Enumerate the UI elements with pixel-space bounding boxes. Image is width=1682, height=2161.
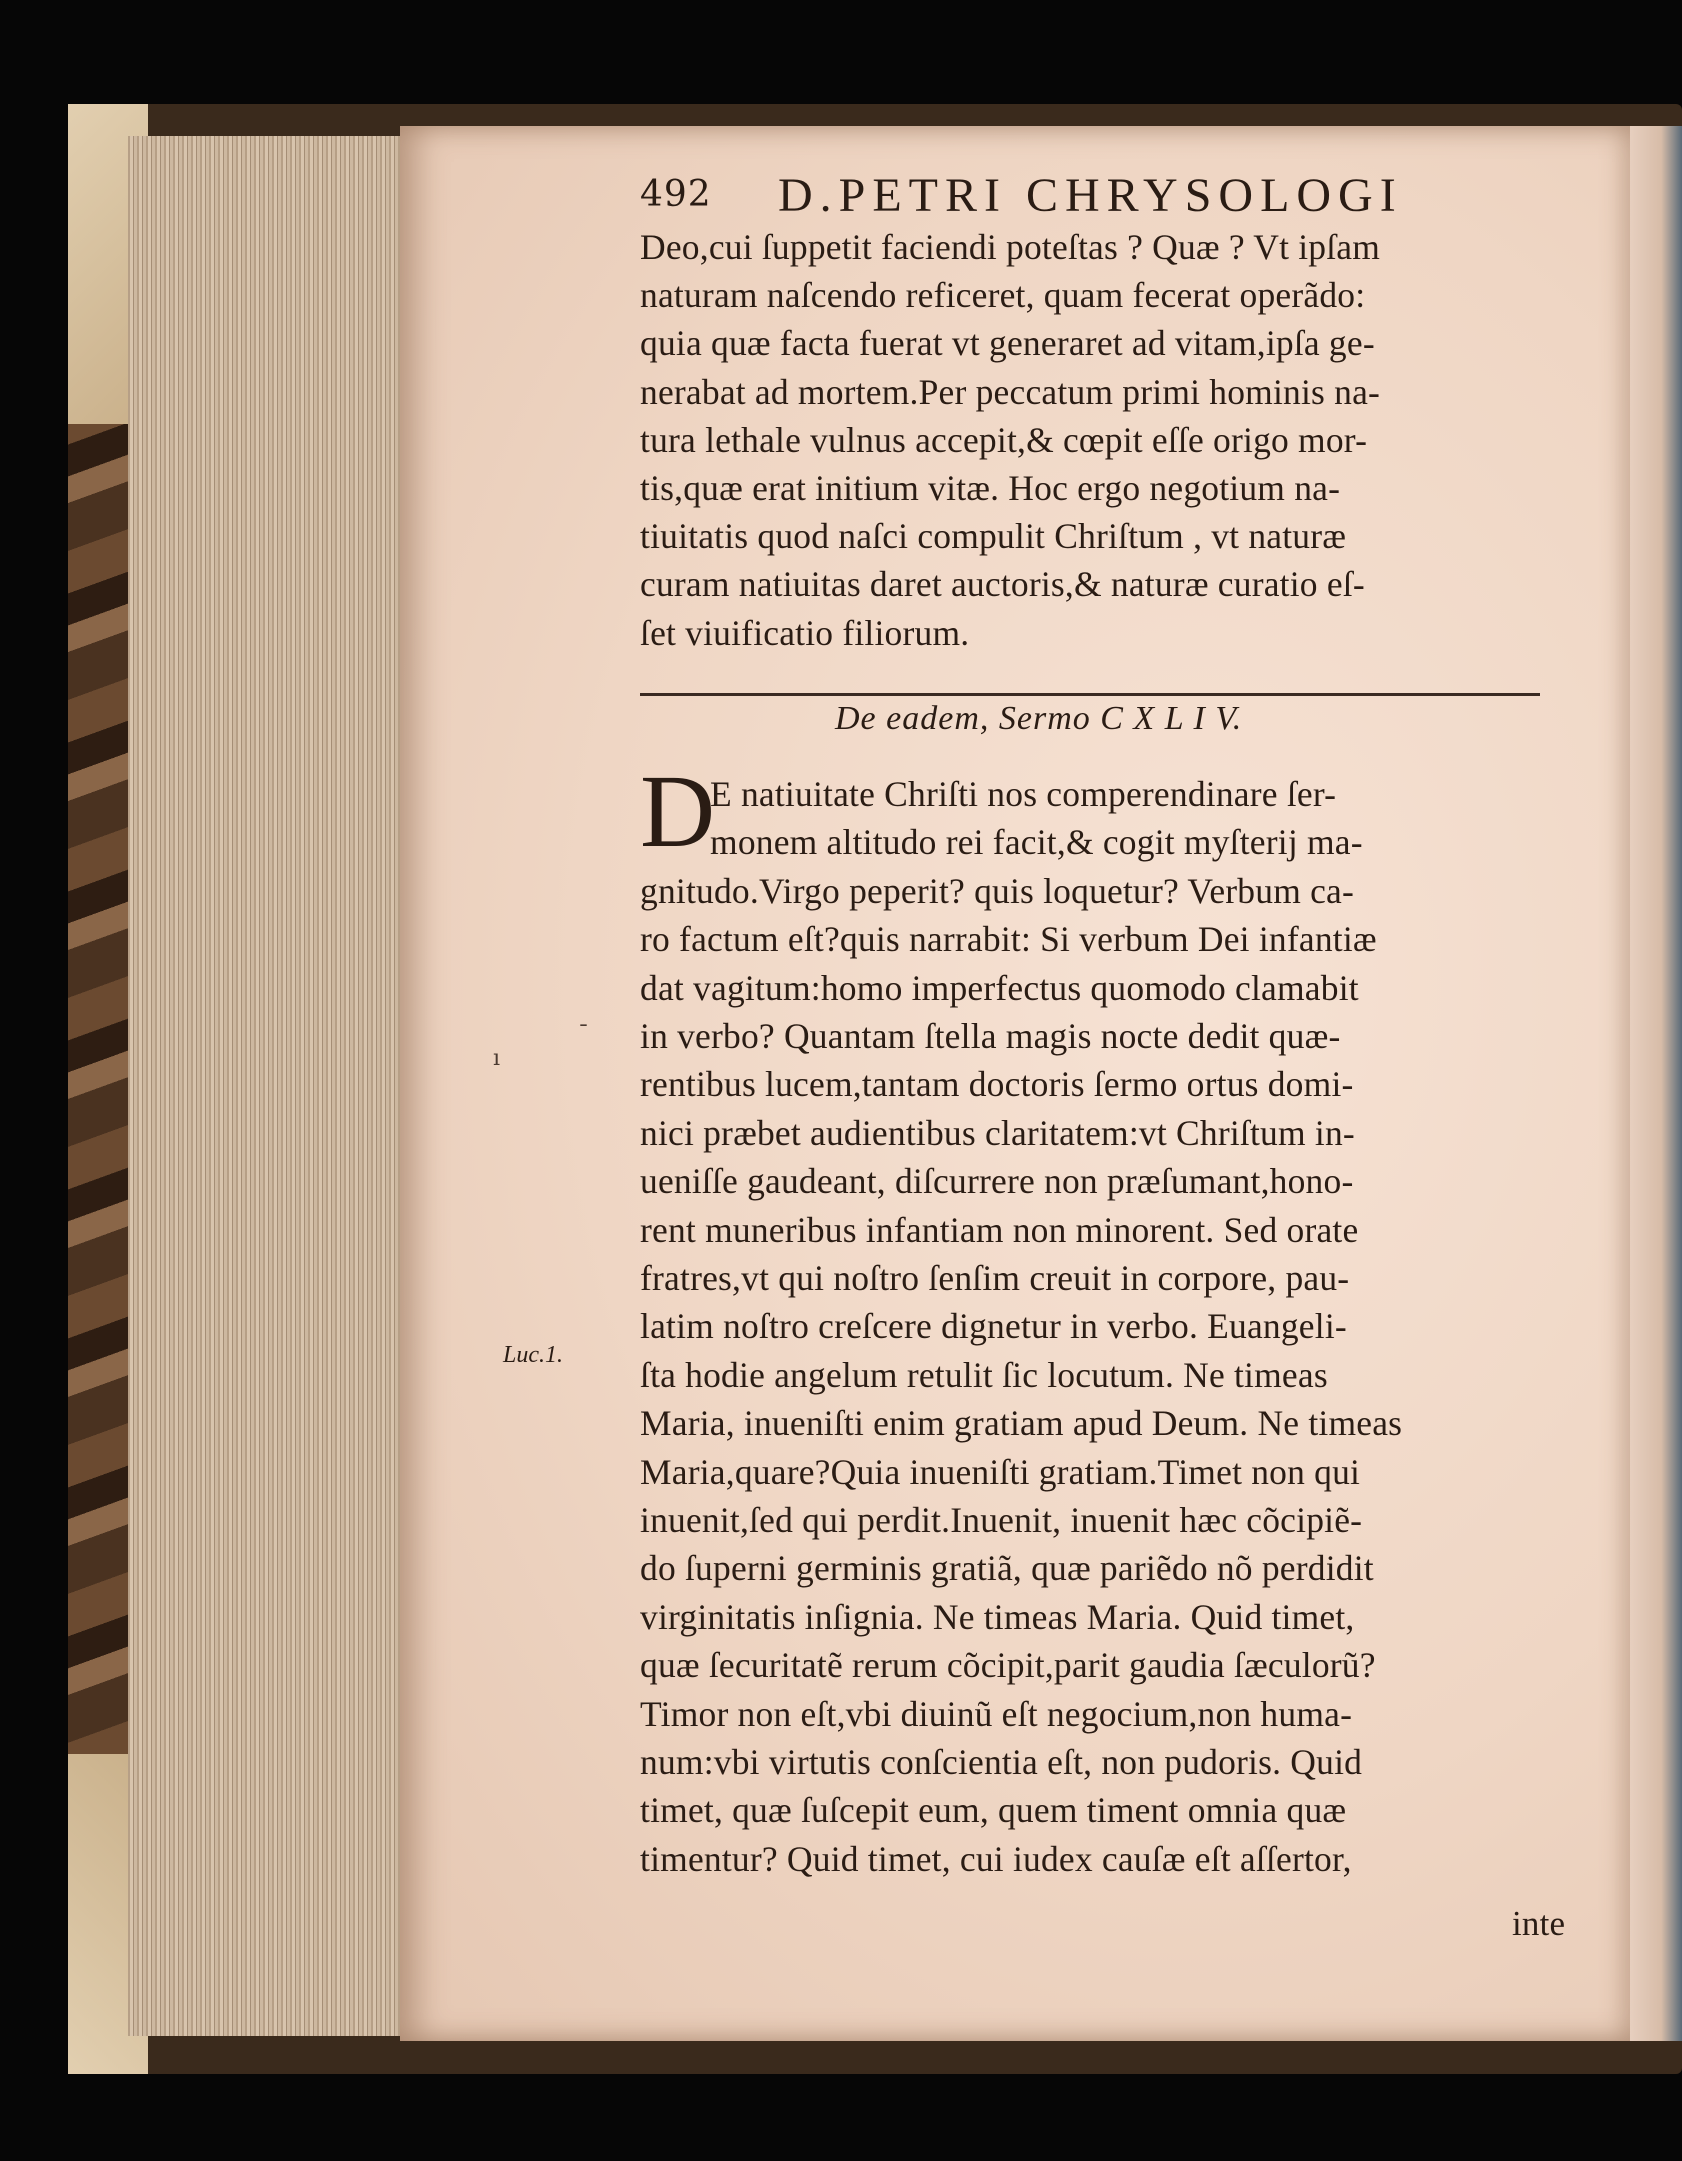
text-line: tis,quæ erat initium vitæ. Hoc ergo negotium na-	[640, 468, 1341, 508]
text-line: ro factum eſt?quis narrabit: Si verbum Dei infantiæ	[640, 919, 1377, 960]
text-line: quia quæ facta fuerat vt generaret ad vitam,ipſa ge-	[640, 323, 1375, 364]
text-line: ueniſſe gaudeant, diſcurrere non præſumant,hono-	[640, 1161, 1354, 1202]
text-line: Timor non eſt,vbi diuinũ eſt negocium,non huma-	[640, 1693, 1353, 1734]
text-line: virginitatis inſignia. Ne timeas Maria. Quid timet,	[640, 1596, 1355, 1637]
text-line: num:vbi virtutis conſcientia eſt, non pudoris. Quid	[640, 1742, 1363, 1782]
margin-note: Luc.1.	[503, 1342, 563, 1368]
text-line: Maria,quare?Quia inueniſti gratiam.Timet non qui	[640, 1451, 1361, 1492]
text-line: E natiuitate Chriſti nos comperendinare ſer-	[710, 774, 1337, 814]
page-edges	[128, 136, 410, 2036]
margin-mark: ı	[493, 1046, 501, 1071]
text-line: latim noſtro creſcere dignetur in verbo. Euangeli-	[640, 1306, 1347, 1347]
text-line: ſet viuificatio filiorum.	[640, 612, 970, 653]
text-line: timet, quæ ſuſcepit eum, quem timent omnia quæ	[640, 1790, 1347, 1831]
text-line: nerabat ad mortem.Per peccatum primi hominis na-	[640, 371, 1381, 412]
text-line: inuenit,ſed qui perdit.Inuenit, inuenit hæc cõcipiẽ-	[640, 1500, 1363, 1540]
text-line: dat vagitum:homo imperfectus quomodo clamabit	[640, 967, 1359, 1008]
text-line: rentibus lucem,tantam doctoris ſermo ortus domi-	[640, 1064, 1354, 1105]
catchword: inte	[1512, 1904, 1566, 1943]
text-line: curam natiuitas daret auctoris,& naturæ curatio eſ-	[640, 564, 1365, 605]
facing-page-edge	[1630, 126, 1682, 2041]
text-line: Maria, inueniſti enim gratiam apud Deum. Ne timeas	[640, 1403, 1403, 1444]
sermon-title: De eadem, Sermo C X L I V.	[835, 700, 1243, 737]
drop-capital: D	[640, 754, 716, 869]
text-line: rent muneribus infantiam non minorent. Sed orate	[640, 1209, 1359, 1250]
text-line: nici præbet audientibus claritatem:vt Chriſtum in-	[640, 1112, 1355, 1153]
text-line: tura lethale vulnus accepit,& cœpit eſſe origo mor-	[640, 419, 1368, 460]
text-line: monem altitudo rei facit,& cogit myſterij ma-	[710, 822, 1363, 863]
text-line: timentur? Quid timet, cui iudex cauſæ eſt aſſertor,	[640, 1838, 1352, 1879]
text-line: tiuitatis quod naſci compulit Chriſtum , vt naturæ	[640, 516, 1347, 557]
text-line: do ſuperni germinis gratiã, quæ pariẽdo nõ perdidit	[640, 1548, 1374, 1589]
margin-mark: ˉ	[578, 1022, 589, 1047]
running-head: D.PETRI CHRYSOLOGI	[778, 169, 1403, 222]
text-line: in verbo? Quantam ſtella magis nocte dedit quæ-	[640, 1016, 1341, 1056]
page-number: 492	[640, 174, 712, 215]
text-line: fratres,vt qui noſtro ſenſim creuit in corpore, pau-	[640, 1258, 1350, 1298]
text-line: naturam naſcendo reficeret, quam fecerat operãdo:	[640, 275, 1366, 316]
page-header	[640, 168, 1575, 228]
section-divider	[640, 693, 1540, 696]
text-line: quæ ſecuritatẽ rerum cõcipit,parit gaudia ſæculorũ?	[640, 1645, 1376, 1686]
text-line: Deo,cui ſuppetit faciendi poteſtas ? Quæ ? Vt ipſam	[640, 227, 1381, 267]
text-line: gnitudo.Virgo peperit? quis loquetur? Verbum ca-	[640, 870, 1355, 911]
text-line: ſta hodie angelum retulit ſic locutum. Ne timeas	[640, 1354, 1328, 1395]
